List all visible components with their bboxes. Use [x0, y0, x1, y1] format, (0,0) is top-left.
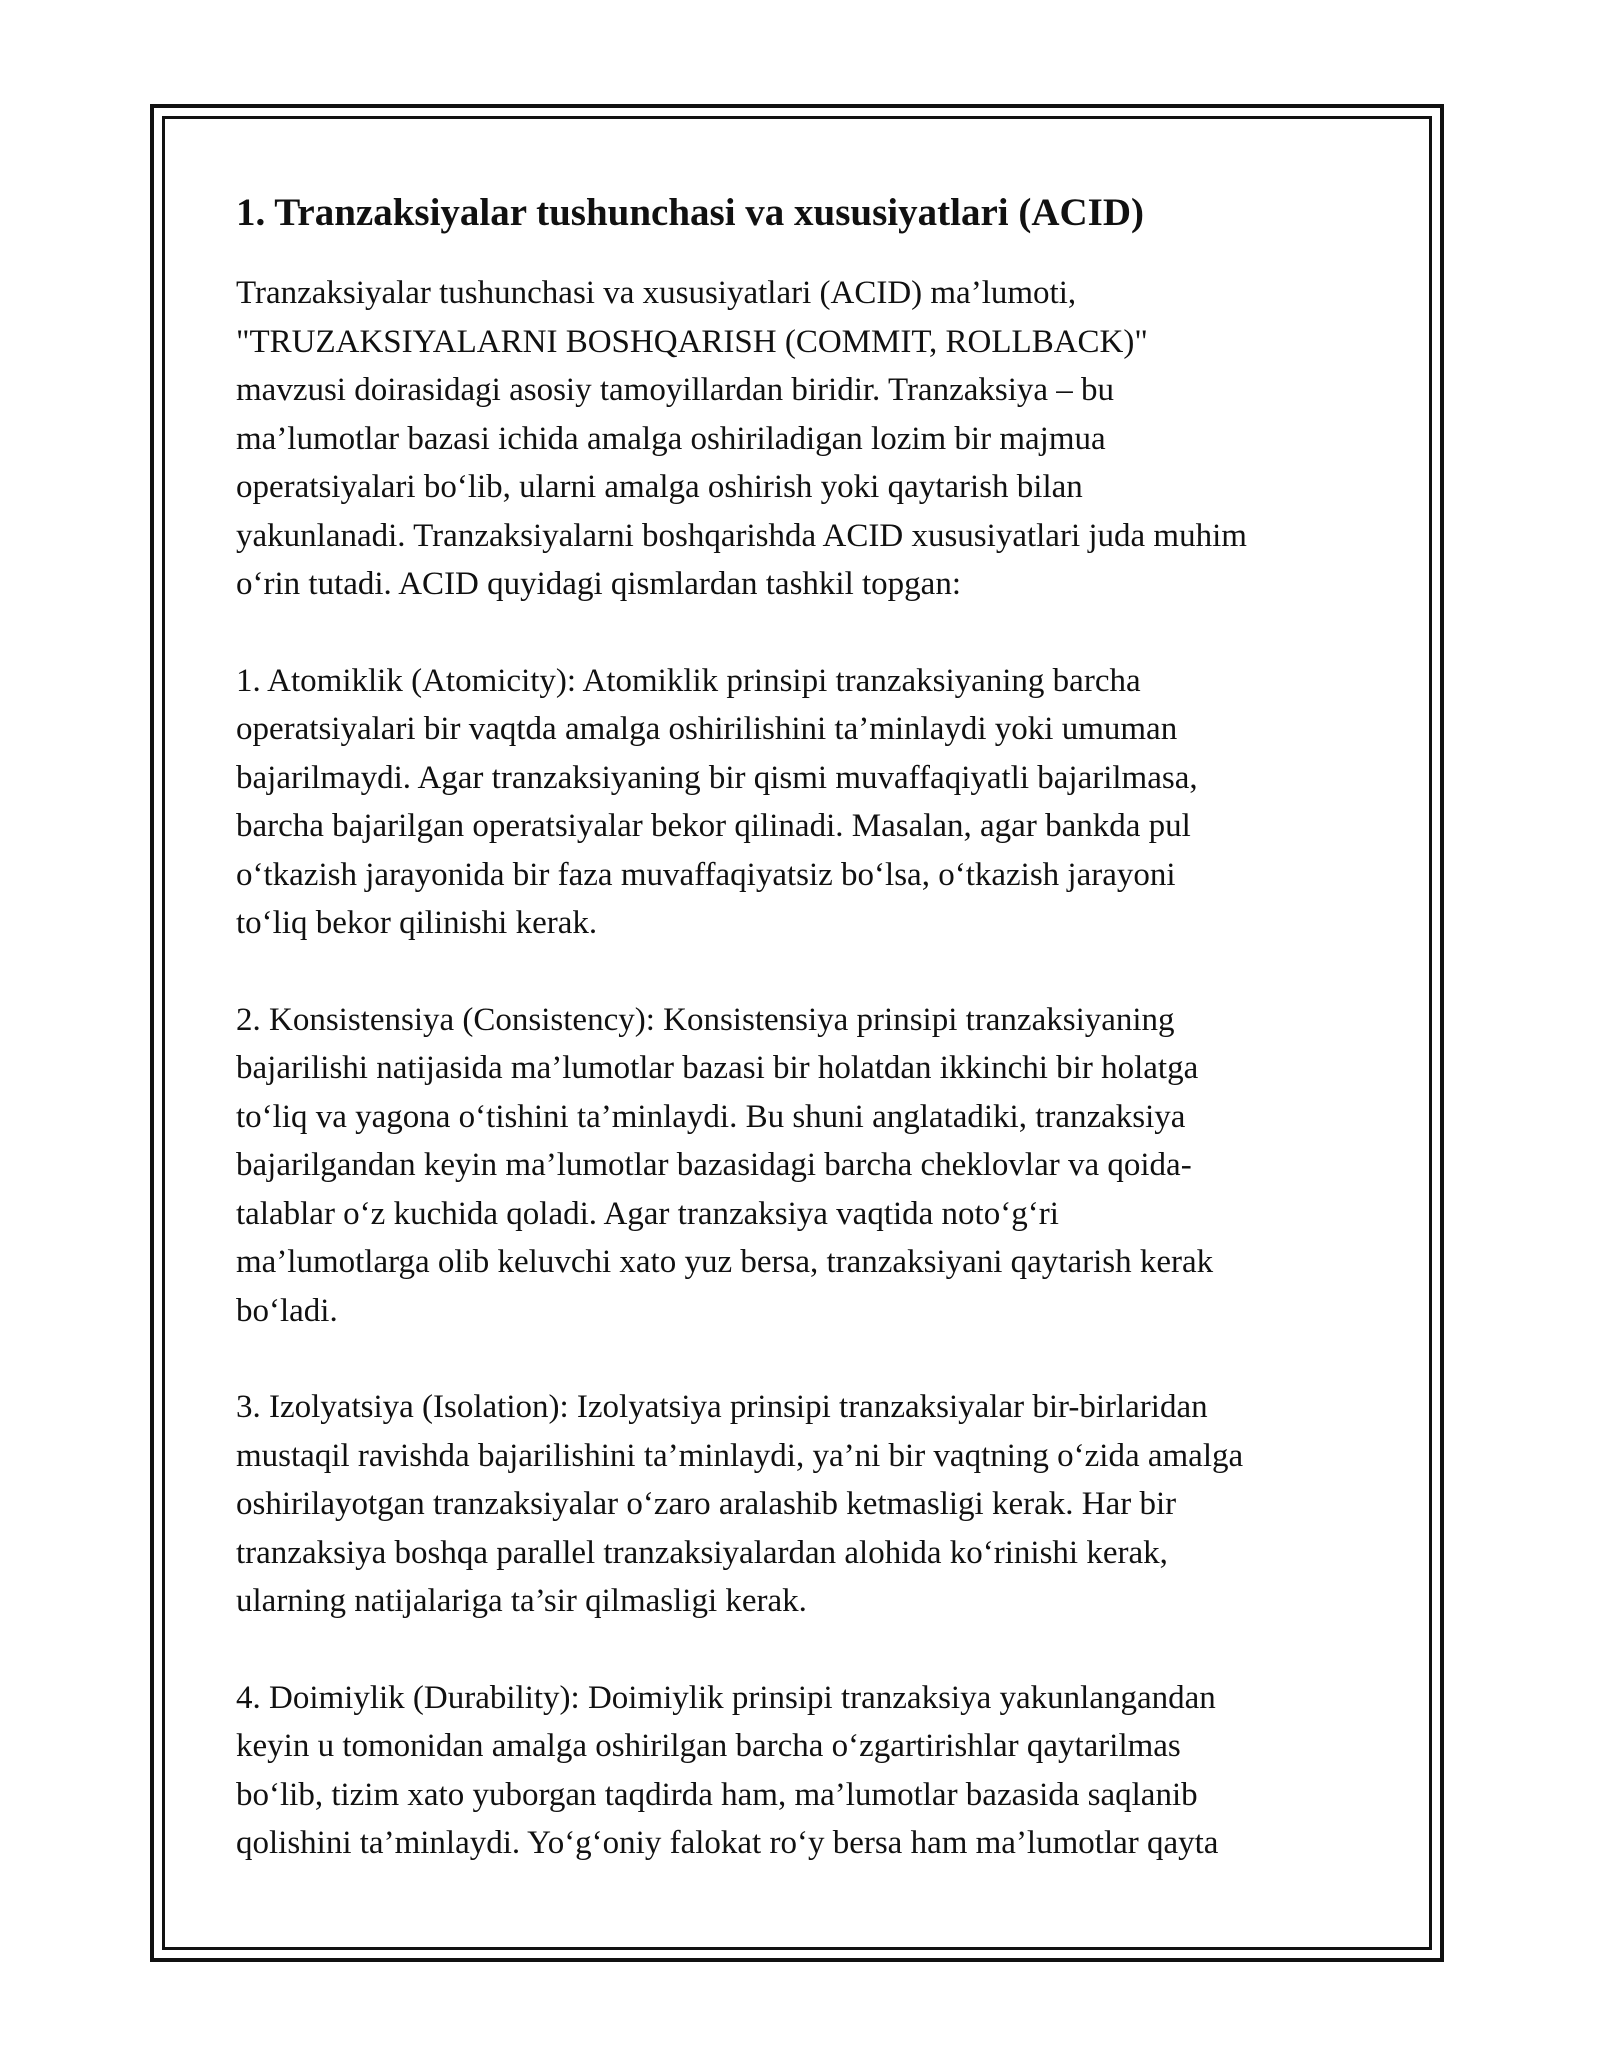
text-line: operatsiyalari bir vaqtda amalga oshirilishini ta’minlaydi yoki umuman	[236, 711, 1178, 747]
text-line: tranzaksiya boshqa parallel tranzaksiyalardan alohida ko‘rinishi kerak,	[236, 1534, 1168, 1571]
text-line: to‘liq va yagona o‘tishini ta’minlaydi. Bu shuni anglatadiki, tranzaksiya	[236, 1098, 1186, 1135]
paragraph-atomicity	[236, 657, 1376, 948]
text-line: bajarilishi natijasida ma’lumotlar bazasi bir holatdan ikkinchi bir holatga	[236, 1050, 1199, 1086]
text-line: Tranzaksiyalar tushunchasi va xususiyatlari (ACID) ma’lumoti,	[236, 275, 1077, 311]
document-body	[236, 185, 1376, 1916]
text-line: bajarilgandan keyin ma’lumotlar bazasidagi barcha cheklovlar va qoida-	[236, 1147, 1192, 1183]
text-line: ma’lumotlar bazasi ichida amalga oshiriladigan lozim bir majmua	[236, 420, 1106, 457]
text-line: yakunlanadi. Tranzaksiyalarni boshqarishda ACID xususiyatlari juda muhim	[236, 517, 1247, 554]
section-heading: 1. Tranzaksiyalar tushunchasi va xususiyatlari (ACID)	[236, 191, 1144, 234]
text-line: ma’lumotlarga olib keluvchi xato yuz bersa, tranzaksiyani qaytarish kerak	[236, 1244, 1214, 1280]
paragraph-isolation	[236, 1383, 1376, 1626]
text-line: keyin u tomonidan amalga oshirilgan barcha o‘zgartirishlar qaytarilmas	[236, 1728, 1181, 1764]
text-line: mustaqil ravishda bajarilishini ta’minlaydi, ya’ni bir vaqtning o‘zida amalga	[236, 1437, 1244, 1474]
paragraph-consistency	[236, 996, 1376, 1336]
text-line: o‘tkazish jarayonida bir faza muvaffaqiyatsiz bo‘lsa, o‘tkazish jarayoni	[236, 856, 1176, 893]
text-line: operatsiyalari bo‘lib, ularni amalga oshirish yoki qaytarish bilan	[236, 469, 1083, 505]
text-line: bo‘lib, tizim xato yuborgan taqdirda ham, ma’lumotlar bazasida saqlanib	[236, 1776, 1198, 1813]
text-line: 4. Doimiylik (Durability): Doimiylik prinsipi tranzaksiya yakunlangandan	[236, 1679, 1216, 1716]
text-line: oshirilayotgan tranzaksiyalar o‘zaro aralashib ketmasligi kerak. Har bir	[236, 1486, 1177, 1522]
text-line: "TRUZAKSIYALARNI BOSHQARISH (COMMIT, ROLLBACK)"	[236, 323, 1148, 360]
text-line: 1. Atomiklik (Atomicity): Atomiklik prinsipi tranzaksiyaning barcha	[236, 662, 1141, 699]
paragraph-intro	[236, 269, 1376, 609]
text-line: 2. Konsistensiya (Consistency): Konsistensiya prinsipi tranzaksiyaning	[236, 1001, 1175, 1038]
text-line: bajarilmaydi. Agar tranzaksiyaning bir qismi muvaffaqiyatli bajarilmasa,	[236, 759, 1198, 796]
text-line: to‘liq bekor qilinishi kerak.	[236, 905, 598, 941]
text-line: talablar o‘z kuchida qoladi. Agar tranzaksiya vaqtida noto‘g‘ri	[236, 1195, 1059, 1232]
text-line: qolishini ta’minlaydi. Yo‘g‘oniy falokat ro‘y bersa ham ma’lumotlar qayta	[236, 1825, 1219, 1861]
text-line: o‘rin tutadi. ACID quyidagi qismlardan tashkil topgan:	[236, 566, 961, 602]
paragraph-durability	[236, 1674, 1376, 1868]
text-line: mavzusi doirasidagi asosiy tamoyillardan biridir. Tranzaksiya – bu	[236, 372, 1115, 408]
text-line: 3. Izolyatsiya (Isolation): Izolyatsiya prinsipi tranzaksiyalar bir-birlaridan	[236, 1389, 1208, 1425]
text-line: bo‘ladi.	[236, 1292, 338, 1329]
text-line: barcha bajarilgan operatsiyalar bekor qilinadi. Masalan, agar bankda pul	[236, 808, 1191, 844]
text-line: ularning natijalariga ta’sir qilmasligi kerak.	[236, 1583, 807, 1619]
